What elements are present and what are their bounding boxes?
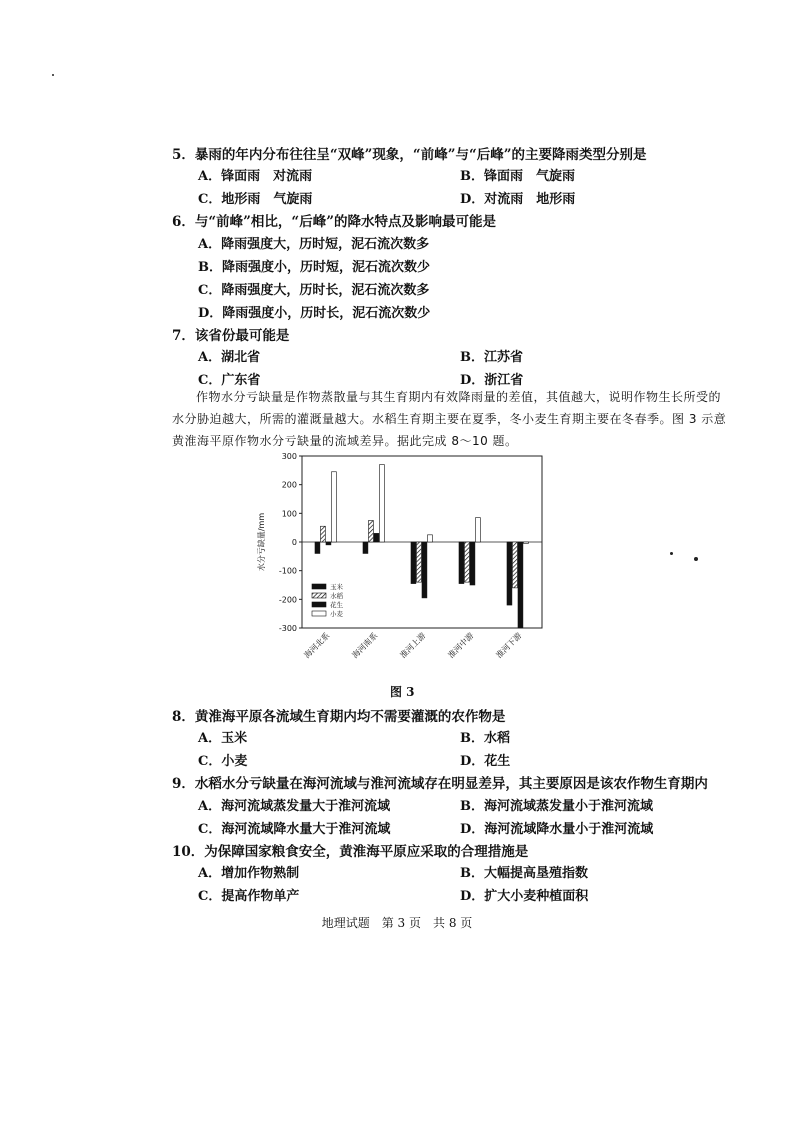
question-5-option-b: B．锋面雨 气旋雨 [460, 169, 575, 184]
question-8-option-a: A．玉米 [198, 731, 248, 746]
bar-水稻-淮河中游 [465, 542, 470, 582]
y-tick-label: 100 [281, 509, 297, 519]
bar-花生-海河南系 [374, 533, 379, 542]
bar-小麦-淮河上游 [428, 535, 433, 542]
bar-花生-海河北系 [326, 542, 331, 545]
legend-swatch [312, 602, 326, 607]
question-6-stem: 6．与“前峰”相比，“后峰”的降水特点及影响最可能是 [172, 214, 496, 230]
y-axis-label: 水分亏缺量/mm [257, 512, 266, 572]
question-6-option-c: C．降雨强度大，历时长，泥石流次数多 [198, 283, 430, 298]
bar-玉米-海河南系 [363, 542, 368, 553]
y-tick-label: 200 [281, 480, 297, 490]
question-5-option-a: A．锋面雨 对流雨 [198, 169, 313, 184]
bar-花生-淮河上游 [422, 542, 427, 598]
question-10-stem: 10．为保障国家粮食安全，黄淮海平原应采取的合理措施是 [172, 844, 529, 860]
question-8-stem: 8．黄淮海平原各流域生育期内均不需要灌溉的农作物是 [172, 709, 506, 725]
question-7-option-b: B．江苏省 [460, 350, 523, 365]
bar-玉米-淮河中游 [459, 542, 464, 584]
question-6-option-d: D．降雨强度小，历时长，泥石流次数少 [198, 306, 431, 321]
x-tick-label: 淮河下游 [494, 631, 524, 661]
question-6-option-a: A．降雨强度大，历时短，泥石流次数多 [198, 237, 430, 252]
y-tick-label: -300 [278, 624, 297, 633]
page-footer: 地理试题 第 3 页 共 8 页 [321, 916, 473, 930]
bar-小麦-海河南系 [380, 465, 385, 542]
question-10-option-a: A．增加作物熟制 [198, 866, 300, 881]
question-9-option-c: C．海河流域降水量大于淮河流域 [198, 822, 391, 837]
x-tick-label: 海河南系 [350, 631, 380, 661]
question-7-option-c: C．广东省 [198, 373, 261, 388]
legend-swatch [312, 584, 326, 589]
question-7-option-a: A．湖北省 [198, 350, 261, 365]
y-tick-label: -200 [278, 595, 297, 605]
bar-水稻-淮河上游 [417, 542, 422, 582]
question-5-stem: 5．暴雨的年内分布往往呈“双峰”现象，“前峰”与“后峰”的主要降雨类型分别是 [172, 147, 647, 163]
question-7-stem: 7．该省份最可能是 [172, 328, 290, 344]
y-tick-label: -100 [278, 566, 297, 576]
scan-speck [670, 552, 673, 555]
legend-swatch [312, 593, 326, 598]
bar-小麦-海河北系 [332, 472, 337, 542]
question-10-option-c: C．提高作物单产 [198, 889, 300, 904]
bar-玉米-海河北系 [315, 542, 320, 553]
question-9-option-b: B．海河流域蒸发量小于淮河流域 [460, 799, 653, 814]
question-8-option-c: C．小麦 [198, 754, 248, 769]
question-5-option-d: D．对流雨 地形雨 [460, 192, 576, 207]
legend-label: 小麦 [330, 610, 343, 618]
question-10-option-d: D．扩大小麦种植面积 [460, 889, 589, 904]
question-9-option-d: D．海河流域降水量小于淮河流域 [460, 822, 654, 837]
bar-玉米-淮河下游 [507, 542, 512, 605]
y-tick-label: 300 [281, 452, 297, 461]
x-tick-label: 淮河中游 [446, 631, 476, 661]
bar-花生-淮河下游 [518, 542, 523, 628]
bar-玉米-淮河上游 [411, 542, 416, 584]
question-8-option-d: D．花生 [460, 754, 511, 769]
legend-label: 玉米 [330, 583, 343, 591]
bar-小麦-淮河下游 [524, 542, 529, 543]
bar-小麦-淮河中游 [476, 518, 481, 542]
scan-speck [52, 74, 54, 76]
scan-speck [694, 557, 698, 561]
passage-text: 作物水分亏缺量是作物蒸散量与其生育期内有效降雨量的差值，其值越大，说明作物生长所受的水分胁迫越大，所需的灌溉量越大。水稻生育期主要在夏季，冬小麦生育期主要在冬春季。图 3 示意黄淮海平原作物水分亏缺量的流域差异。据此完成 8～10 题。 [172, 390, 727, 448]
legend-swatch [312, 611, 326, 616]
bar-水稻-淮河下游 [513, 542, 518, 588]
y-tick-label: 0 [291, 538, 297, 547]
question-8-option-b: B．水稻 [460, 731, 510, 746]
legend-label: 水稻 [330, 592, 343, 600]
x-tick-label: 淮河上游 [398, 631, 428, 661]
bar-花生-淮河中游 [470, 542, 475, 585]
question-7-option-d: D．浙江省 [460, 373, 524, 388]
question-9-stem: 9．水稻水分亏缺量在海河流域与淮河流域存在明显差异，其主要原因是该农作物生育期内 [172, 776, 708, 792]
figure-3-chart [250, 448, 550, 680]
question-6-option-b: B．降雨强度小，历时短，泥石流次数少 [198, 260, 430, 275]
passage [172, 386, 732, 452]
bar-水稻-海河南系 [369, 521, 374, 543]
bar-水稻-海河北系 [321, 526, 326, 542]
x-tick-label: 海河北系 [302, 631, 332, 661]
question-9-option-a: A．海河流域蒸发量大于淮河流域 [198, 799, 391, 814]
question-5-option-c: C．地形雨 气旋雨 [198, 192, 313, 207]
question-10-option-b: B．大幅提高垦殖指数 [460, 866, 588, 881]
legend-label: 花生 [330, 601, 343, 609]
figure-caption: 图 3 [390, 685, 415, 699]
